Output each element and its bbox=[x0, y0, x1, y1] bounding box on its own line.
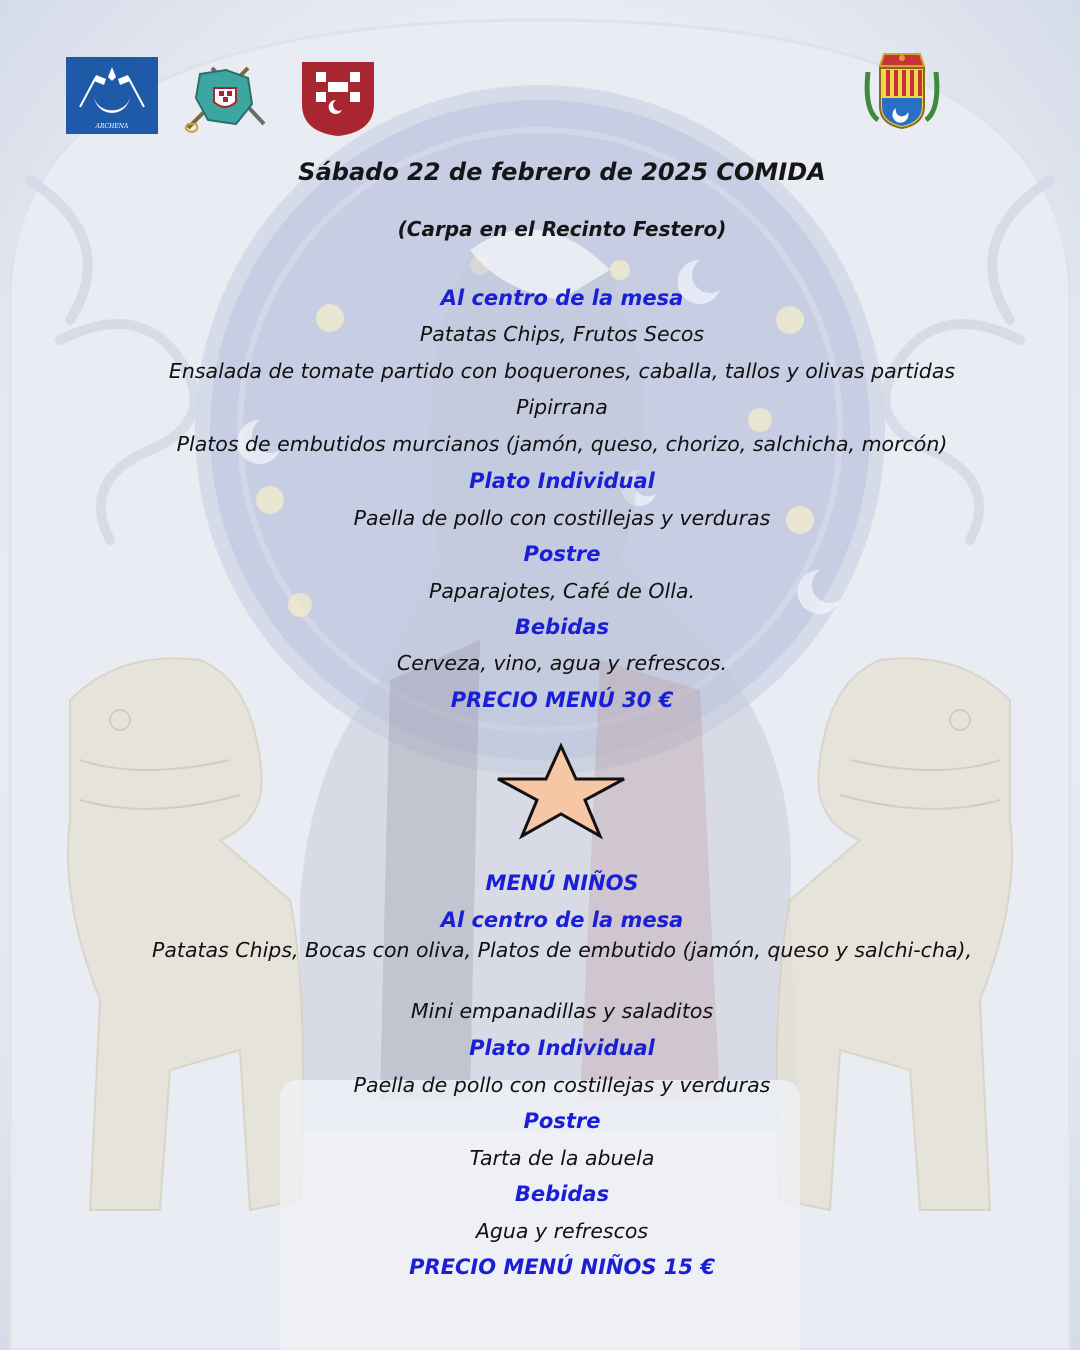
archena-logo-text: ARCHENA bbox=[95, 123, 129, 130]
kids-center-item-text: Patatas Chips, Bocas con oliva, Platos de embutido (jamón, queso y salchi-cha), bbox=[151, 938, 973, 962]
kids-center-item bbox=[130, 938, 994, 962]
event-location: (Carpa en el Recinto Festero) bbox=[397, 217, 727, 241]
kids-individual-item: Paella de pollo con costillejas y verduras bbox=[353, 1073, 771, 1097]
adult-drinks-item: Cerveza, vino, agua y refrescos. bbox=[396, 651, 728, 675]
event-title: Sábado 22 de febrero de 2025 COMIDA bbox=[298, 158, 826, 186]
adult-individual-heading: Plato Individual bbox=[469, 469, 655, 493]
kids-menu-price: PRECIO MENÚ NIÑOS 15 € bbox=[409, 1255, 715, 1279]
star-divider-icon bbox=[494, 742, 628, 840]
adult-menu-price: PRECIO MENÚ 30 € bbox=[450, 688, 674, 712]
adult-dessert-heading: Postre bbox=[523, 542, 601, 566]
adult-drinks-heading: Bebidas bbox=[514, 615, 610, 639]
kids-individual-heading: Plato Individual bbox=[469, 1036, 655, 1060]
adult-center-item: Patatas Chips, Frutos Secos bbox=[419, 322, 705, 346]
kids-dessert-heading: Postre bbox=[523, 1109, 601, 1133]
kids-drinks-heading: Bebidas bbox=[514, 1182, 610, 1206]
adult-individual-item: Paella de pollo con costillejas y verduras bbox=[353, 506, 771, 530]
adult-center-item: Pipirrana bbox=[516, 395, 608, 419]
kids-center-item: Mini empanadillas y saladitos bbox=[410, 999, 714, 1023]
adult-dessert-item: Paparajotes, Café de Olla. bbox=[428, 579, 696, 603]
adult-center-item: Ensalada de tomate partido con boquerones, caballa, tallos y olivas partidas bbox=[168, 359, 956, 383]
kids-dessert-item: Tarta de la abuela bbox=[469, 1146, 655, 1170]
adult-center-heading: Al centro de la mesa bbox=[440, 286, 684, 310]
kids-menu-title: MENÚ NIÑOS bbox=[485, 871, 639, 895]
kids-drinks-item: Agua y refrescos bbox=[475, 1219, 649, 1243]
kids-center-heading: Al centro de la mesa bbox=[440, 908, 684, 932]
adult-center-item: Platos de embutidos murcianos (jamón, queso, chorizo, salchicha, morcón) bbox=[176, 432, 948, 456]
